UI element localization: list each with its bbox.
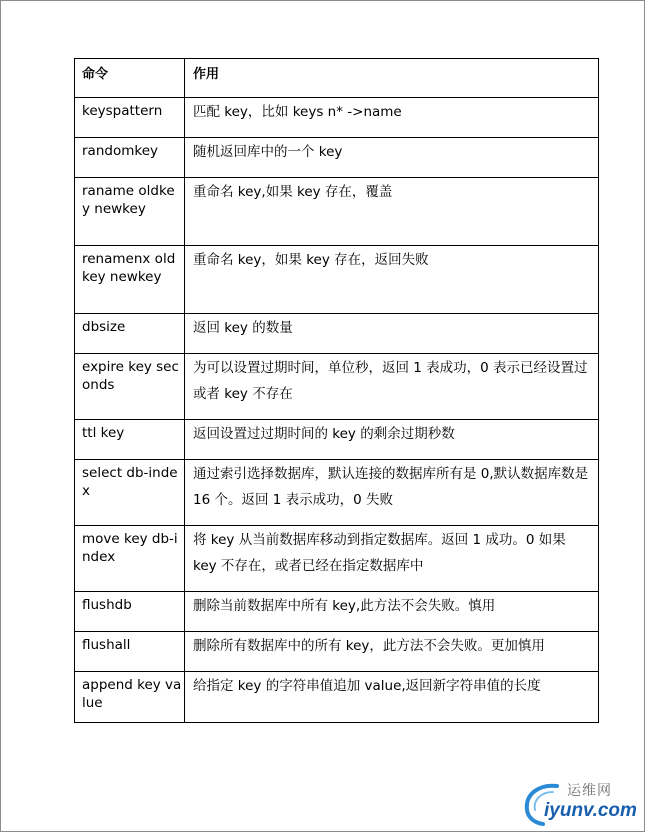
watermark-line1: 运维网 [567, 783, 612, 799]
table-row [75, 314, 599, 354]
command-text: randomkey [82, 143, 158, 159]
table-row [75, 178, 599, 246]
row-description [185, 420, 599, 460]
row-command [75, 672, 185, 723]
description-text: 通过索引选择数据库，默认连接的数据库所有是 0,默认数据库数是 16 个。返回 1 表示成功，0 失败 [193, 466, 589, 508]
row-description [185, 178, 599, 246]
table-row [75, 420, 599, 460]
table-row [75, 592, 599, 632]
row-command [75, 632, 185, 672]
row-description [185, 632, 599, 672]
command-text: keyspattern [82, 103, 163, 119]
row-description [185, 526, 599, 592]
description-text: 为可以设置过期时间，单位秒，返回 1 表成功，0 表示已经设置过或者 key 不存在 [193, 360, 588, 402]
row-description [185, 672, 599, 723]
row-description [185, 460, 599, 526]
command-table [74, 58, 599, 723]
row-description [185, 98, 599, 138]
description-text: 删除当前数据库中所有 key,此方法不会失败。慎用 [193, 598, 496, 614]
row-command [75, 354, 185, 420]
description-text: 重命名 key，如果 key 存在，返回失败 [193, 252, 429, 268]
table-row [75, 632, 599, 672]
table-row [75, 460, 599, 526]
command-text: append key value [82, 677, 182, 711]
row-description [185, 314, 599, 354]
row-command [75, 138, 185, 178]
row-description [185, 354, 599, 420]
row-command [75, 314, 185, 354]
command-text: dbsize [82, 319, 126, 335]
command-text: select db-index [82, 465, 178, 499]
description-text: 删除所有数据库中的所有 key，此方法不会失败。更加慎用 [193, 638, 545, 654]
description-text: 重命名 key,如果 key 存在，覆盖 [193, 184, 393, 200]
watermark-logo [517, 780, 637, 826]
header-command: 命令 [75, 59, 185, 98]
table-row [75, 354, 599, 420]
command-text: flushall [82, 637, 131, 653]
row-description [185, 592, 599, 632]
command-text: move key db-index [82, 531, 178, 565]
watermark-line2: iyunv.com [544, 800, 637, 821]
table-header-row [75, 59, 599, 98]
command-text: flushdb [82, 597, 132, 613]
command-text: expire key seconds [82, 359, 179, 393]
table-row [75, 526, 599, 592]
row-command [75, 420, 185, 460]
description-text: 匹配 key，比如 keys n* ->name [193, 104, 402, 120]
row-command [75, 178, 185, 246]
description-text: 随机返回库中的一个 key [193, 144, 343, 160]
command-text: raname oldkey newkey [82, 183, 175, 217]
table-row [75, 672, 599, 723]
description-text: 返回设置过过期时间的 key 的剩余过期秒数 [193, 426, 455, 442]
row-description [185, 246, 599, 314]
row-command [75, 460, 185, 526]
description-text: 将 key 从当前数据库移动到指定数据库。返回 1 成功。0 如果 key 不存在，或者已经在指定数据库中 [193, 532, 566, 574]
header-description: 作用 [185, 59, 599, 98]
row-command [75, 592, 185, 632]
command-text: ttl key [82, 425, 125, 441]
table-row [75, 98, 599, 138]
description-text: 给指定 key 的字符串值追加 value,返回新字符串值的长度 [193, 678, 541, 694]
row-command [75, 98, 185, 138]
command-text: renamenx oldkey newkey [82, 251, 176, 285]
description-text: 返回 key 的数量 [193, 320, 293, 336]
row-command [75, 526, 185, 592]
row-command [75, 246, 185, 314]
table-row [75, 138, 599, 178]
table-row [75, 246, 599, 314]
row-description [185, 138, 599, 178]
